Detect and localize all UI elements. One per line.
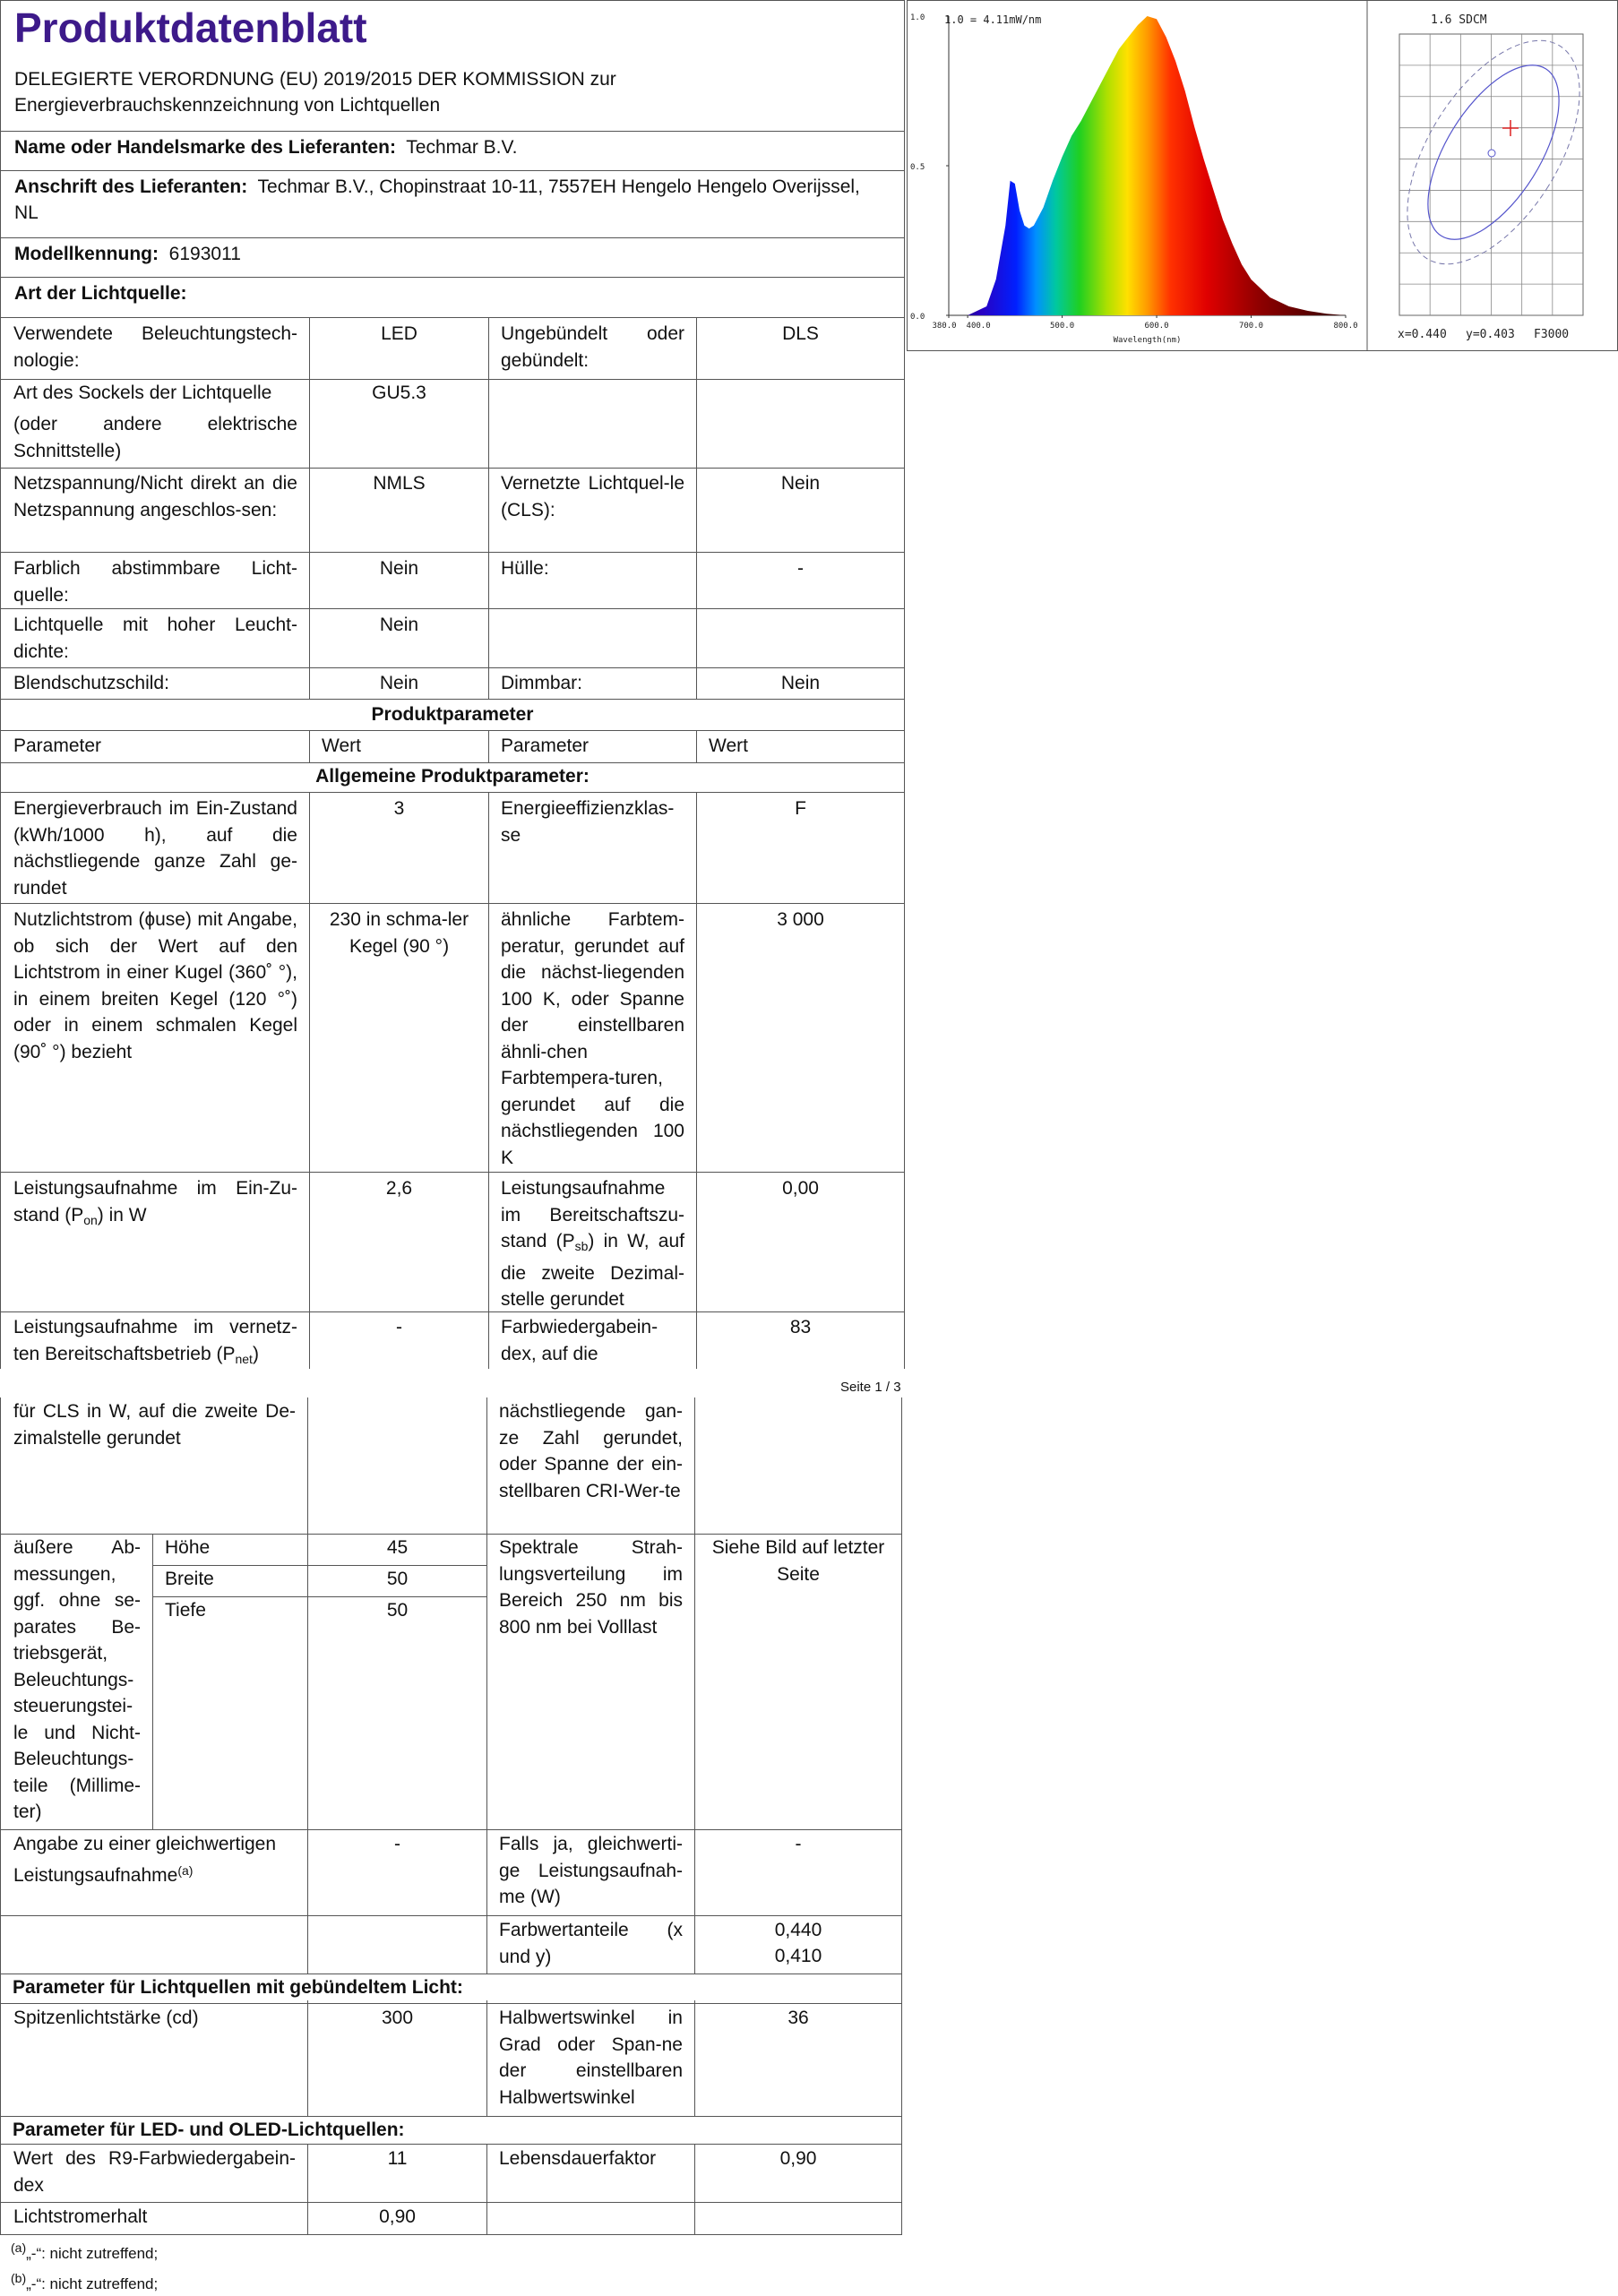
x-tick-label: 380.0 <box>932 322 957 331</box>
product-params-heading: Produktparameter <box>371 704 534 725</box>
footnote-a <box>11 2236 158 2266</box>
beam-label: Halbwertswinkel in Grad oder Span-ne der einstellbaren Halbwertswinkel <box>499 2008 683 2108</box>
cri-label: Farbwiedergabein-dex, auf die <box>501 1317 658 1364</box>
dls-heading: Parameter für Lichtquellen mit gebündeltem Licht: <box>13 1974 899 2000</box>
pnet-label-b: ) <box>252 1343 259 1364</box>
supplier-name-value: Techmar B.V. <box>406 137 518 158</box>
energy-value: 3 <box>393 798 405 819</box>
tunable-value: Nein <box>379 558 419 579</box>
regulation-subtitle-1: DELEGIERTE VERORDNUNG (EU) 2019/2015 DER KOMMISSION zur <box>14 69 616 90</box>
beam-value: 36 <box>787 2008 809 2028</box>
x-tick-label: 400.0 <box>966 322 991 331</box>
energy-class-value: F <box>795 798 806 819</box>
focus-value: DLS <box>782 323 819 344</box>
peak-label: Spitzenlichtstärke (cd) <box>13 2008 199 2028</box>
col-value-2: Wert <box>709 735 748 756</box>
supplier-address-value: Techmar B.V., Chopinstraat 10-11, 7557EH Hengelo Hengelo Overijssel, <box>257 176 860 197</box>
pnet-value: - <box>396 1317 402 1337</box>
cct-value: 3 000 <box>777 909 824 930</box>
col-value-1: Wert <box>322 735 361 756</box>
flux-value: 230 in schma-ler Kegel (90 °) <box>329 909 469 957</box>
y-tick-label: 0.0 <box>910 313 925 322</box>
pon-value: 2,6 <box>385 1178 413 1199</box>
spectrum-chart <box>907 0 1618 351</box>
survival-label: Lebensdauerfaktor <box>499 2148 657 2169</box>
mains-label: Netzspannung/Nicht direkt an die Netzspannung angeschlos-sen: <box>13 473 297 520</box>
tech-value: LED <box>381 323 417 344</box>
model-value: 6193011 <box>168 244 241 264</box>
height-value: 45 <box>386 1537 409 1558</box>
supplier-address-value-2: NL <box>14 202 39 223</box>
tech-label: Verwendete Beleuchtungstech-nologie: <box>13 323 297 371</box>
pnet-label-cont: für CLS in W, auf die zweite De-zimalstelle gerundet <box>13 1401 296 1449</box>
cls-value: Nein <box>780 473 821 494</box>
spd-value: Siehe Bild auf letzter Seite <box>711 1537 885 1585</box>
peak-value: 300 <box>381 2008 414 2028</box>
glare-label: Blendschutzschild: <box>13 673 169 693</box>
sdcm-target-marker <box>1488 150 1495 157</box>
supplier-address-label: Anschrift des Lieferanten: <box>14 176 248 197</box>
cap-value: GU5.3 <box>372 383 426 403</box>
cls-label: Vernetzte Lichtquel-le (CLS): <box>501 473 684 520</box>
cri-value: 83 <box>789 1317 812 1337</box>
y-readout: y=0.403 <box>1466 328 1515 341</box>
depth-label: Tiefe <box>165 1600 206 1621</box>
supplier-name-row <box>14 134 517 160</box>
pon-sub: on <box>83 1212 98 1227</box>
footnote-a-text: „-“: nicht zutreffend; <box>26 2245 159 2262</box>
glare-value: Nein <box>379 673 419 693</box>
energy-class-label: Energieeffizienzklas-se <box>501 798 675 846</box>
pnet-label <box>2 1314 309 1372</box>
lumen-maint-value: 0,90 <box>379 2206 416 2227</box>
footnote-a-mark: (a) <box>11 2240 27 2255</box>
mains-value: NMLS <box>373 473 426 494</box>
depth-value: 50 <box>386 1600 409 1621</box>
col-param-1: Parameter <box>13 735 102 756</box>
pnet-sub: net <box>235 1351 253 1366</box>
x-tick-label: 600.0 <box>1144 322 1169 331</box>
x-tick-label: 800.0 <box>1333 322 1358 331</box>
psb-label <box>489 1175 696 1313</box>
psb-sub: sb <box>574 1239 589 1253</box>
x-tick-label: 500.0 <box>1050 322 1075 331</box>
y-tick-label: 0.5 <box>910 163 925 172</box>
footnote-b-mark: (b) <box>11 2271 27 2285</box>
width-label: Breite <box>165 1569 214 1589</box>
page-title: Produktdatenblatt <box>14 4 367 51</box>
y-tick-label: 1.0 <box>910 13 925 22</box>
general-params-heading: Allgemeine Produktparameter: <box>315 766 590 787</box>
x-tick-label: 700.0 <box>1238 322 1264 331</box>
led-heading: Parameter für LED- und OLED-Lichtquellen: <box>13 2117 899 2143</box>
footnote-b-text: „-“: nicht zutreffend; <box>26 2275 159 2292</box>
height-label: Höhe <box>165 1537 211 1558</box>
lumen-maint-label: Lichtstromerhalt <box>13 2206 148 2227</box>
pon-label-b: ) in W <box>97 1204 147 1225</box>
x-readout: x=0.440 <box>1398 328 1447 341</box>
spectrum-panel <box>907 0 1618 351</box>
equiv-sup: (a) <box>177 1862 194 1878</box>
pon-label-a: Leistungsaufnahme im Ein-Zu-stand (P <box>13 1178 297 1225</box>
r9-value: 11 <box>387 2148 408 2169</box>
equiv-label <box>2 1831 307 1888</box>
width-value: 50 <box>386 1569 409 1589</box>
tunable-label: Farblich abstimmbare Licht-quelle: <box>13 558 297 606</box>
page-number: Seite 1 / 3 <box>840 1380 901 1395</box>
survival-value: 0,90 <box>779 2148 817 2169</box>
focus-label: Ungebündelt oder gebündelt: <box>501 323 684 371</box>
equiv-power-value: - <box>795 1834 802 1854</box>
r9-label: Wert des R9-Farbwiedergabein-dex <box>13 2148 296 2196</box>
chroma-label: Farbwertanteile (x und y) <box>499 1920 683 1967</box>
flux-label: Nutzlichtstrom (ɸuse) mit Angabe, ob sich der Wert auf den Lichtstrom in einer Kugel (360˚ °), in einem breiten Kegel (120 °˚) oder in einem schmalen Kegel (90˚ °) bezieht <box>13 909 297 1062</box>
psb-label-b: ) in W, auf die zweite Dezimal-stelle gerundet <box>501 1231 684 1310</box>
spd-label: Spektrale Strah-lungsverteilung im Bereich 250 nm bis 800 nm bei Volllast <box>499 1537 683 1638</box>
x-axis-label: Wavelength(nm) <box>1113 336 1182 345</box>
chroma-x: 0,440 <box>774 1920 822 1940</box>
light-source-type-heading: Art der Lichtquelle: <box>14 283 187 304</box>
sdcm-label: 1.6 SDCM <box>1431 13 1487 27</box>
model-label: Modellkennung: <box>14 244 159 264</box>
model-row <box>14 241 241 267</box>
footnote-b <box>11 2266 158 2296</box>
regulation-subtitle-2: Energieverbrauchskennzeichnung von Lichtquellen <box>14 95 441 116</box>
equiv-power-label: Falls ja, gleichwerti-ge Leistungsaufnah-me (W) <box>499 1834 683 1907</box>
cct-label: ähnliche Farbtem-peratur, gerundet auf die nächst-liegenden 100 K, oder Spanne der einstellbaren ähnli-chen Farbtempera-turen, gerundet auf die nächstliegenden 100 K <box>501 909 684 1168</box>
scale-note: 1.0 = 4.11mW/nm <box>944 13 1042 26</box>
high-luminance-value: Nein <box>379 615 419 635</box>
equiv-label-text: Angabe zu einer gleichwertigen Leistungsaufnahme <box>13 1834 277 1886</box>
psb-value: 0,00 <box>782 1178 819 1199</box>
energy-label: Energieverbrauch im Ein-Zustand (kWh/1000 h), auf die nächstliegende ganze Zahl ge-rundet <box>13 798 297 899</box>
dimmable-label: Dimmbar: <box>501 673 583 693</box>
cri-label-cont: nächstliegende gan-ze Zahl gerundet, oder Spanne der ein-stellbaren CRI-Wer-te <box>499 1401 683 1501</box>
psb-label-a: Leistungsaufnahme im Bereitschaftszu-stand (P <box>501 1178 684 1251</box>
cap-label-1: Art des Sockels der Lichtquelle <box>13 383 272 403</box>
chroma-y: 0,410 <box>774 1946 822 1966</box>
cap-label-2: (oder andere elektrische Schnittstelle) <box>13 414 297 461</box>
dims-label: äußere Ab-messungen, ggf. ohne se-parates Be-triebsgerät, Beleuchtungs-steuerungstei-le und Nicht-Beleuchtungs-teile (Millime-ter) <box>13 1537 141 1822</box>
high-luminance-label: Lichtquelle mit hoher Leucht-dichte: <box>13 615 297 662</box>
supplier-address-row <box>14 174 901 200</box>
equiv-value: - <box>394 1834 400 1854</box>
envelope-value: - <box>797 558 804 579</box>
pon-label <box>2 1175 309 1234</box>
pnet-label-a: Leistungsaufnahme im vernetz-ten Bereitschaftsbetrieb (P <box>13 1317 297 1364</box>
col-param-2: Parameter <box>501 735 590 756</box>
f-readout: F3000 <box>1534 328 1570 341</box>
envelope-label: Hülle: <box>501 558 549 579</box>
dimmable-value: Nein <box>780 673 821 693</box>
supplier-name-label: Name oder Handelsmarke des Lieferanten: <box>14 137 396 158</box>
